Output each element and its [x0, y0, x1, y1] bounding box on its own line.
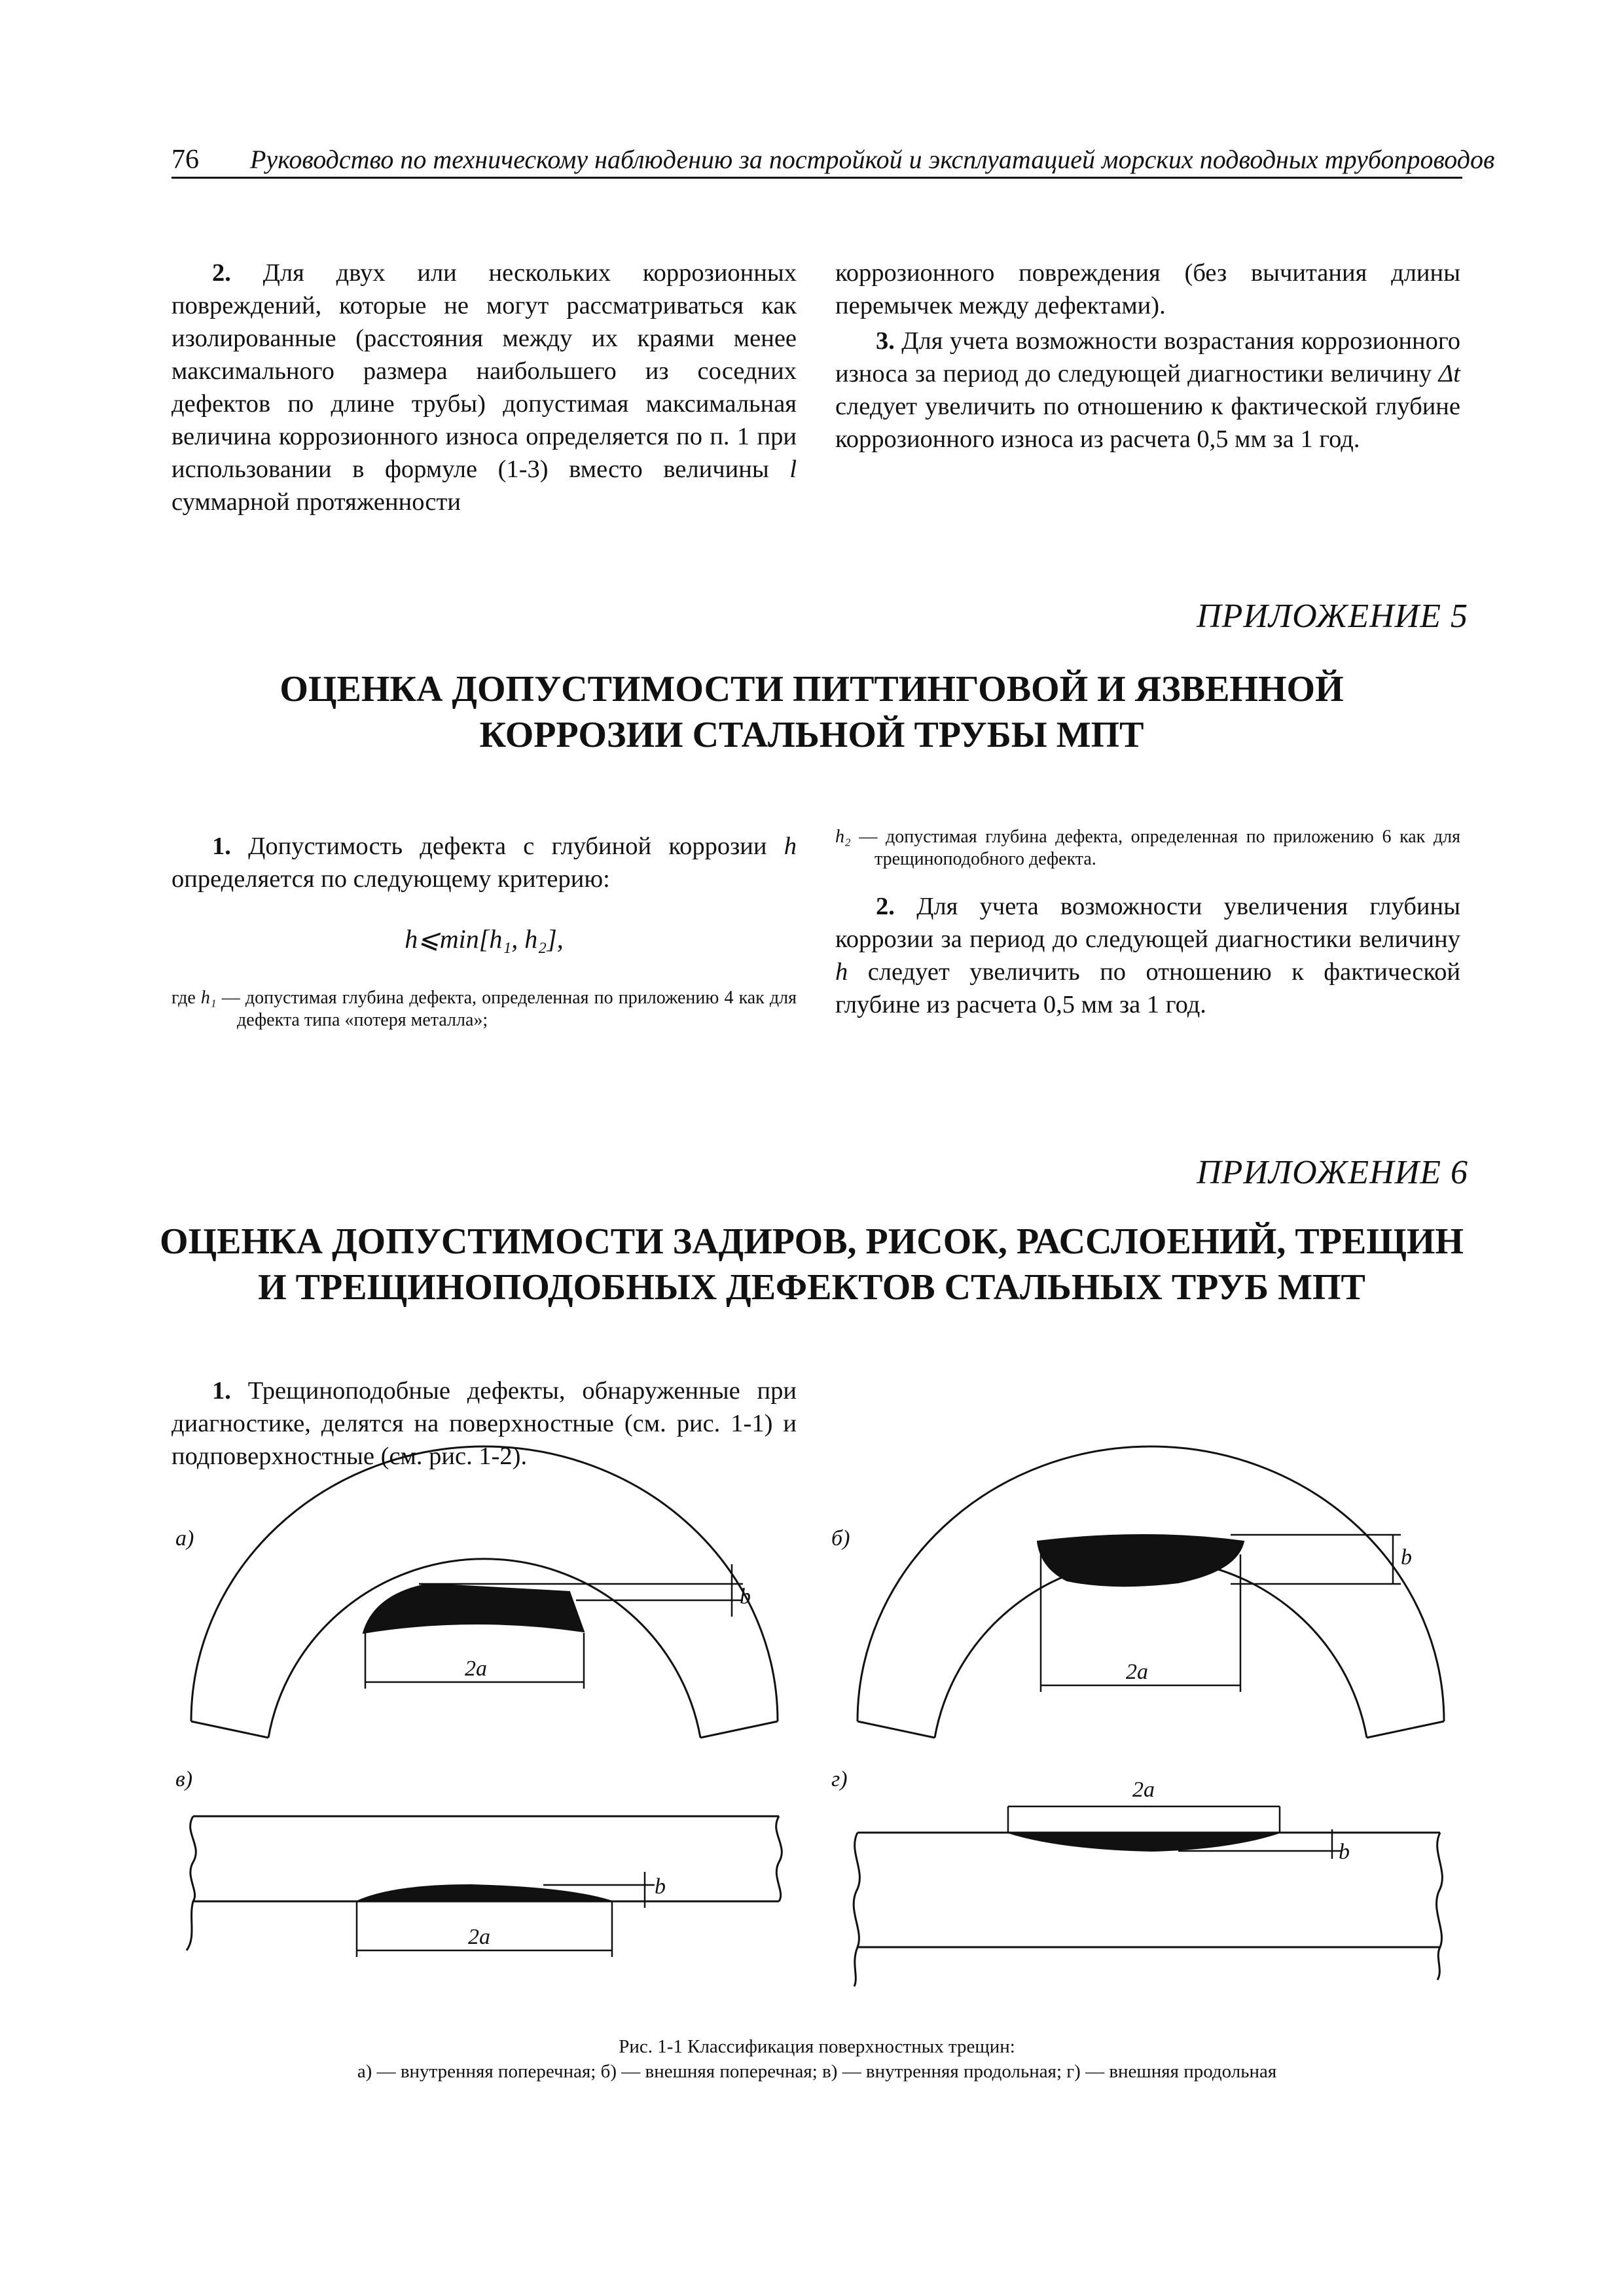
- variable-delta-t: Δt: [1438, 360, 1460, 387]
- panel-a-dim-b: b: [740, 1585, 751, 1609]
- panel-g-pipe-wall: [854, 1833, 1442, 1986]
- panel-b-dim-2a: 2a: [1126, 1660, 1148, 1684]
- item-number: 2.: [212, 259, 231, 287]
- paragraph-text: Для учета возможности возрастания коррозионного износа за период до следующей диагностики величину: [835, 327, 1460, 387]
- panel-v-dim-b: b: [655, 1874, 666, 1899]
- appendix-6-label: ПРИЛОЖЕНИЕ 6: [1197, 1154, 1468, 1191]
- title-line: ОЦЕНКА ДОПУСТИМОСТИ ПИТТИНГОВОЙ И ЯЗВЕННОЙ: [280, 669, 1344, 709]
- formula-text: h⩽min[h₁, h₂],: [405, 924, 564, 954]
- panel-b-crack: [1038, 1535, 1244, 1586]
- item-number: 1.: [212, 1377, 231, 1405]
- panel-g-crack: [1008, 1833, 1280, 1851]
- item-number: 1.: [212, 833, 231, 860]
- variable-h: h: [784, 833, 797, 860]
- caption-legend: а) — внутренняя поперечная; б) — внешняя поперечная; в) — внутренняя продольная; г) — внешняя продольная: [357, 2061, 1277, 2082]
- item-number: 2.: [876, 893, 895, 920]
- variable-h1: h₁: [200, 988, 217, 1008]
- panel-v-crack: [357, 1885, 612, 1901]
- title-line: ОЦЕНКА ДОПУСТИМОСТИ ЗАДИРОВ, РИСОК, РАССЛОЕНИЙ, ТРЕЩИН: [160, 1221, 1464, 1262]
- item-number: 3.: [876, 327, 895, 355]
- running-title: Руководство по техническому наблюдению за постройкой и эксплуатацией морских подводных трубопроводов: [250, 145, 1495, 174]
- caption-title: Рис. 1-1 Классификация поверхностных трещин:: [619, 2036, 1015, 2057]
- page-number: 76: [171, 145, 199, 175]
- panel-v-dim-2a: 2a: [468, 1925, 490, 1949]
- panel-g-dim-2a: 2a: [1132, 1778, 1155, 1802]
- paragraph-text: Для учета возможности увеличения глубины коррозии за период до следующей диагностики величину: [835, 893, 1461, 953]
- where-prefix: где: [171, 988, 196, 1008]
- panel-a-dim-2a: 2a: [465, 1657, 487, 1681]
- panel-v-dimensions: [357, 1872, 655, 1957]
- figure-label-g: г): [831, 1767, 848, 1791]
- variable-l: l: [789, 456, 797, 483]
- variable-h: h: [835, 958, 848, 986]
- panel-b-pipe-section: [857, 1446, 1444, 1738]
- paragraph-text: следует увеличить по отношению к фактической глубине из расчета 0,5 мм за 1 год.: [835, 958, 1460, 1018]
- figure-label-b: б): [831, 1526, 850, 1551]
- definition-text: — допустимая глубина дефекта, определенная по приложению 6 как для трещиноподобного дефекта.: [859, 827, 1460, 869]
- paragraph-text: определяется по следующему критерию:: [171, 865, 610, 893]
- figure-label-a: а): [175, 1526, 194, 1551]
- paragraph-text: Трещиноподобные дефекты, обнаруженные при диагностике, делятся на поверхностные (см. рис. 1-1) и подповерхностные (см. рис. 1-2).: [171, 1377, 797, 1470]
- title-line: И ТРЕЩИНОПОДОБНЫХ ДЕФЕКТОВ СТАЛЬНЫХ ТРУБ МПТ: [258, 1267, 1365, 1308]
- panel-g-dim-b: b: [1339, 1840, 1350, 1864]
- paragraph-continuation: коррозионного повреждения (без вычитания длины перемычек между дефектами).: [835, 259, 1460, 319]
- variable-h2: h₂: [835, 827, 851, 847]
- paragraph-text: Для двух или нескольких коррозионных повреждений, которые не могут рассматриваться как изолированные (расстояния между их краями менее максимального размера наибольшего из соседних дефектов по длине трубы) допустимая максимальная величина коррозионного износа определяется по п. 1 при использовании в формуле (1-3) вместо величины: [171, 259, 797, 483]
- paragraph-tail: суммарной протяженности: [171, 488, 461, 516]
- figure-caption: [171, 2034, 1462, 2084]
- where-text: — допустимая глубина дефекта, определенная по приложению 4 как для дефекта типа «потеря металла»;: [221, 988, 797, 1030]
- appendix-5-label: ПРИЛОЖЕНИЕ 5: [1197, 598, 1468, 635]
- figure-label-v: в): [175, 1767, 193, 1791]
- panel-a-crack: [363, 1584, 584, 1633]
- panel-b-dim-b: b: [1401, 1545, 1412, 1570]
- title-line: КОРРОЗИИ СТАЛЬНОЙ ТРУБЫ МПТ: [479, 715, 1144, 755]
- paragraph-text: Допустимость дефекта с глубиной коррозии: [248, 833, 767, 860]
- paragraph-text: следует увеличить по отношению к фактической глубине коррозионного износа из расчета 0,5 мм за 1 год.: [835, 393, 1460, 453]
